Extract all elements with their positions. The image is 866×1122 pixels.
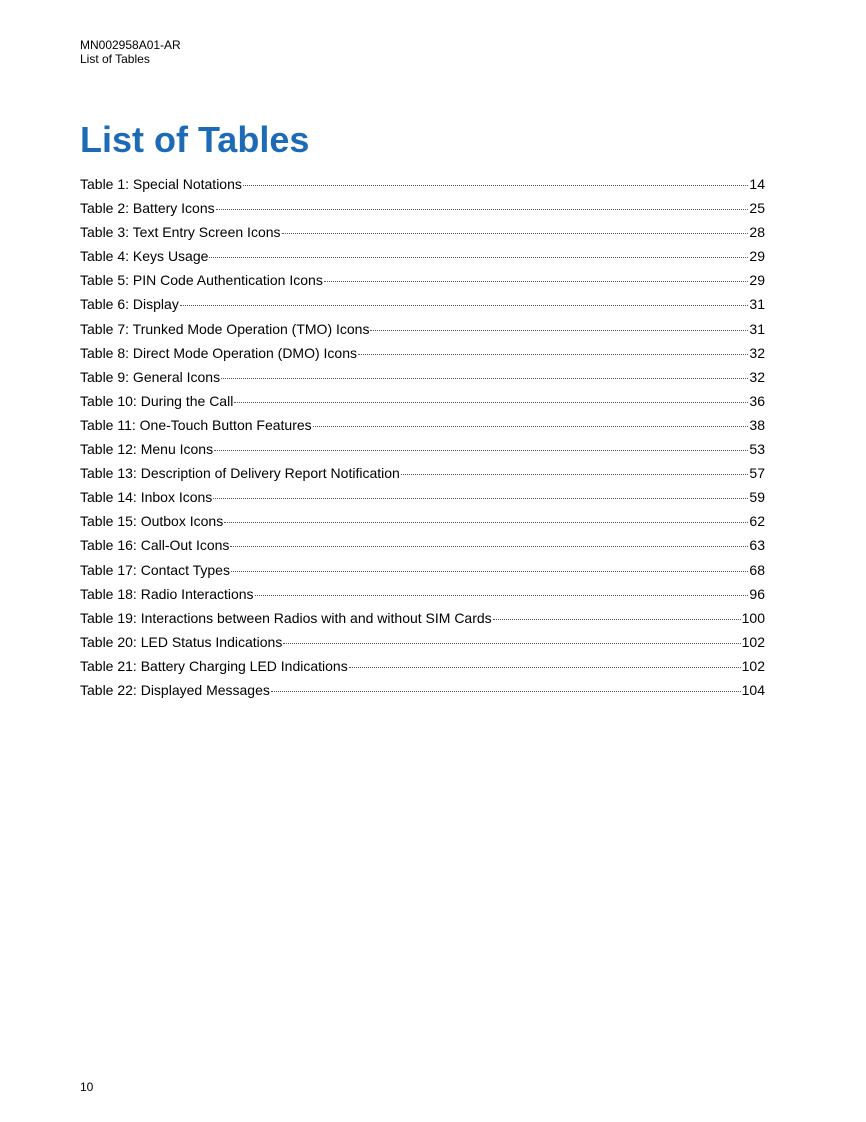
toc-entry-page-number: 14 <box>749 176 765 192</box>
toc-dot-leader <box>230 545 748 547</box>
toc-entry[interactable] <box>80 485 765 509</box>
toc-dot-leader <box>324 280 749 282</box>
toc-entry-page-number: 63 <box>749 537 765 554</box>
toc-entry[interactable] <box>80 292 765 316</box>
toc-entry-page-number: 62 <box>749 513 765 530</box>
toc-dot-leader <box>224 521 748 523</box>
toc-entry-page-number: 36 <box>749 392 765 409</box>
toc-entry-page-number: 104 <box>741 681 765 698</box>
toc-entry-label: Table 22: Displayed Messages <box>80 681 270 698</box>
toc-entry-page-number: 100 <box>741 609 765 626</box>
toc-entry-page-number: 38 <box>749 416 765 433</box>
toc-entry[interactable] <box>80 509 765 533</box>
toc-entry[interactable] <box>80 389 765 413</box>
toc-entry-page-number: 68 <box>749 561 765 578</box>
toc-entry[interactable] <box>80 220 765 244</box>
table-list <box>80 172 765 702</box>
toc-entry[interactable] <box>80 172 765 196</box>
toc-entry-page-number: 32 <box>749 344 765 361</box>
toc-entry-label: Table 15: Outbox Icons <box>80 513 224 530</box>
toc-entry[interactable] <box>80 678 765 702</box>
toc-entry-page-number: 32 <box>749 368 765 385</box>
toc-entry[interactable] <box>80 558 765 582</box>
toc-dot-leader <box>401 473 749 475</box>
toc-entry[interactable] <box>80 582 765 606</box>
toc-entry-label: Table 7: Trunked Mode Operation (TMO) Icons <box>80 320 370 337</box>
toc-entry-label: Table 1: Special Notations <box>80 176 242 192</box>
toc-entry-page-number: 59 <box>749 489 765 506</box>
toc-entry[interactable] <box>80 654 765 678</box>
toc-dot-leader <box>231 570 748 572</box>
toc-dot-leader <box>216 208 749 210</box>
toc-dot-leader <box>283 642 740 644</box>
toc-entry[interactable] <box>80 437 765 461</box>
toc-entry-label: Table 3: Text Entry Screen Icons <box>80 224 281 241</box>
toc-entry-label: Table 2: Battery Icons <box>80 200 215 217</box>
toc-entry-page-number: 102 <box>741 633 765 650</box>
toc-entry-page-number: 102 <box>741 657 765 674</box>
toc-entry-label: Table 6: Display <box>80 296 179 313</box>
page-number: 10 <box>80 1080 94 1094</box>
toc-entry-page-number: 31 <box>749 296 765 313</box>
page-title: List of Tables <box>80 119 310 160</box>
toc-dot-leader <box>271 690 741 692</box>
toc-entry[interactable] <box>80 533 765 557</box>
toc-entry-label: Table 8: Direct Mode Operation (DMO) Icons <box>80 344 357 361</box>
toc-entry-page-number: 96 <box>749 585 765 602</box>
toc-dot-leader <box>221 377 748 379</box>
toc-entry-page-number: 53 <box>749 441 765 458</box>
toc-entry-label: Table 4: Keys Usage <box>80 248 209 265</box>
toc-entry-label: Table 10: During the Call <box>80 392 234 409</box>
toc-entry-label: Table 18: Radio Interactions <box>80 585 254 602</box>
toc-entry-page-number: 28 <box>749 224 765 241</box>
toc-entry[interactable] <box>80 461 765 485</box>
toc-entry-page-number: 29 <box>749 272 765 289</box>
toc-entry[interactable] <box>80 341 765 365</box>
toc-entry-label: Table 20: LED Status Indications <box>80 633 283 650</box>
toc-entry-label: Table 14: Inbox Icons <box>80 489 213 506</box>
toc-entry-label: Table 9: General Icons <box>80 368 221 385</box>
toc-entry-page-number: 31 <box>749 320 765 337</box>
toc-entry-page-number: 57 <box>749 465 765 482</box>
running-header <box>80 38 181 66</box>
toc-dot-leader <box>349 666 741 668</box>
toc-dot-leader <box>358 353 748 355</box>
toc-entry-label: Table 21: Battery Charging LED Indications <box>80 657 348 674</box>
toc-entry-label: Table 16: Call-Out Icons <box>80 537 230 554</box>
toc-entry-page-number: 29 <box>749 248 765 265</box>
toc-dot-leader <box>313 425 749 427</box>
toc-entry[interactable] <box>80 196 765 220</box>
toc-entry-label: Table 11: One-Touch Button Features <box>80 416 312 433</box>
header-document-id: MN002958A01-AR <box>80 38 181 52</box>
toc-entry-label: Table 19: Interactions between Radios with and without SIM Cards <box>80 609 492 626</box>
toc-dot-leader <box>213 497 748 499</box>
toc-entry[interactable] <box>80 365 765 389</box>
toc-entry-label: Table 5: PIN Code Authentication Icons <box>80 272 323 289</box>
toc-entry[interactable] <box>80 606 765 630</box>
toc-dot-leader <box>282 232 749 234</box>
toc-dot-leader <box>234 401 748 403</box>
toc-dot-leader <box>370 329 748 331</box>
toc-dot-leader <box>493 618 741 620</box>
toc-entry[interactable] <box>80 317 765 341</box>
toc-dot-leader <box>255 594 749 596</box>
toc-entry-label: Table 12: Menu Icons <box>80 441 214 458</box>
toc-entry[interactable] <box>80 413 765 437</box>
toc-entry[interactable] <box>80 268 765 292</box>
toc-entry-page-number: 25 <box>749 200 765 217</box>
toc-dot-leader <box>214 449 748 451</box>
toc-entry-label: Table 13: Description of Delivery Report Notification <box>80 465 400 482</box>
toc-dot-leader <box>209 256 748 258</box>
toc-entry-label: Table 17: Contact Types <box>80 561 230 578</box>
toc-entry[interactable] <box>80 244 765 268</box>
header-section-name: List of Tables <box>80 52 150 66</box>
toc-dot-leader <box>243 184 749 186</box>
toc-dot-leader <box>180 304 749 306</box>
toc-entry[interactable] <box>80 630 765 654</box>
